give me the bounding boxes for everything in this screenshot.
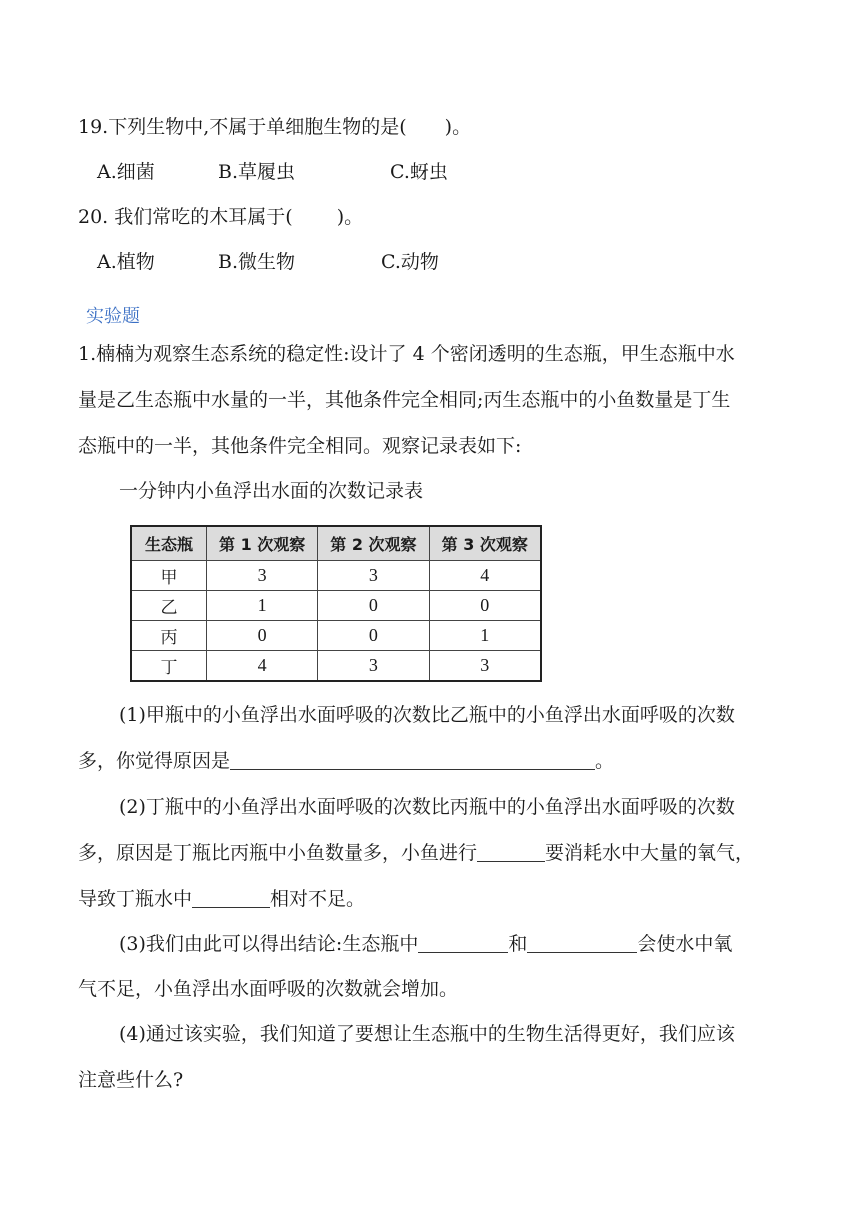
q19-option-b: B.草履虫 xyxy=(218,161,296,183)
q2-line-1: (2)丁瓶中的小鱼浮出水面呼吸的次数比丙瓶中的小鱼浮出水面呼吸的次数 xyxy=(119,796,735,818)
exp-intro-line-1: 1.楠楠为观察生态系统的稳定性:设计了 4 个密闭透明的生态瓶，甲生态瓶中水 xyxy=(78,343,735,365)
q1-text-before: 多，你觉得原因是 xyxy=(78,750,231,772)
table-row xyxy=(131,621,541,651)
q3-line-2: 气不足，小鱼浮出水面呼吸的次数就会增加。 xyxy=(78,978,459,1000)
q20-option-c: C.动物 xyxy=(381,251,439,273)
q19-stem: 19.下列生物中,不属于单细胞生物的是( )。 xyxy=(78,116,472,138)
table-cell: 3 xyxy=(429,651,541,682)
exp-intro-line-3: 态瓶中的一半，其他条件完全相同。观察记录表如下: xyxy=(78,435,522,457)
table-cell: 丁 xyxy=(131,651,207,682)
table-cell: 甲 xyxy=(131,561,207,591)
observation-table xyxy=(130,525,542,682)
q20-stem: 20. 我们常吃的木耳属于( )。 xyxy=(78,206,364,228)
table-caption: 一分钟内小鱼浮出水面的次数记录表 xyxy=(119,480,424,502)
answer-blank-1[interactable] xyxy=(230,751,595,770)
table-cell: 3 xyxy=(318,651,429,682)
table-header-cell: 第 1 次观察 xyxy=(207,526,318,561)
q3-line-1 xyxy=(119,934,732,954)
table-header-cell: 第 3 次观察 xyxy=(429,526,541,561)
q20-option-b: B.微生物 xyxy=(218,251,296,273)
table-header-cell: 第 2 次观察 xyxy=(318,526,429,561)
table-row xyxy=(131,591,541,621)
q1-line-1: (1)甲瓶中的小鱼浮出水面呼吸的次数比乙瓶中的小鱼浮出水面呼吸的次数 xyxy=(119,704,735,726)
q19-option-c: C.蚜虫 xyxy=(390,161,448,183)
table-row xyxy=(131,651,541,682)
exp-intro-line-2: 量是乙生态瓶中水量的一半，其他条件完全相同;丙生态瓶中的小鱼数量是丁生 xyxy=(78,389,731,411)
table-cell: 1 xyxy=(429,621,541,651)
table-cell: 丙 xyxy=(131,621,207,651)
q2-line-3 xyxy=(78,889,365,909)
q2-line-2 xyxy=(78,843,754,863)
q2-line3-after: 相对不足。 xyxy=(270,888,366,910)
table-row xyxy=(131,561,541,591)
q1-line-2 xyxy=(78,751,614,771)
q4-line-1: (4)通过该实验，我们知道了要想让生态瓶中的生物生活得更好，我们应该 xyxy=(119,1023,735,1045)
table-header-cell: 生态瓶 xyxy=(131,526,207,561)
table-cell: 0 xyxy=(318,591,429,621)
q1-text-after: 。 xyxy=(595,750,615,772)
table-cell: 4 xyxy=(429,561,541,591)
q3-text-c: 会使水中氧 xyxy=(637,933,733,955)
table-cell: 乙 xyxy=(131,591,207,621)
answer-blank-5[interactable] xyxy=(527,934,637,953)
table-cell: 3 xyxy=(207,561,318,591)
section-title: 实验题 xyxy=(86,306,140,327)
table-header-row xyxy=(131,526,541,561)
q3-text-b: 和 xyxy=(508,933,528,955)
table-cell: 0 xyxy=(429,591,541,621)
answer-blank-2[interactable] xyxy=(477,843,545,862)
table-cell: 0 xyxy=(207,621,318,651)
q2-text-before: 多，原因是丁瓶比丙瓶中小鱼数量多，小鱼进行 xyxy=(78,842,478,864)
answer-blank-4[interactable] xyxy=(418,934,508,953)
q20-option-a: A.植物 xyxy=(97,251,155,273)
table-cell: 3 xyxy=(318,561,429,591)
table-cell: 0 xyxy=(318,621,429,651)
q2-line3-before: 导致丁瓶水中 xyxy=(78,888,193,910)
q4-line-2: 注意些什么? xyxy=(78,1069,184,1091)
table-cell: 1 xyxy=(207,591,318,621)
q2-text-after: 要消耗水中大量的氧气， xyxy=(545,842,755,864)
answer-blank-3[interactable] xyxy=(192,889,270,908)
q3-text-a: (3)我们由此可以得出结论:生态瓶中 xyxy=(119,933,419,955)
q19-option-a: A.细菌 xyxy=(97,161,155,183)
table-cell: 4 xyxy=(207,651,318,682)
